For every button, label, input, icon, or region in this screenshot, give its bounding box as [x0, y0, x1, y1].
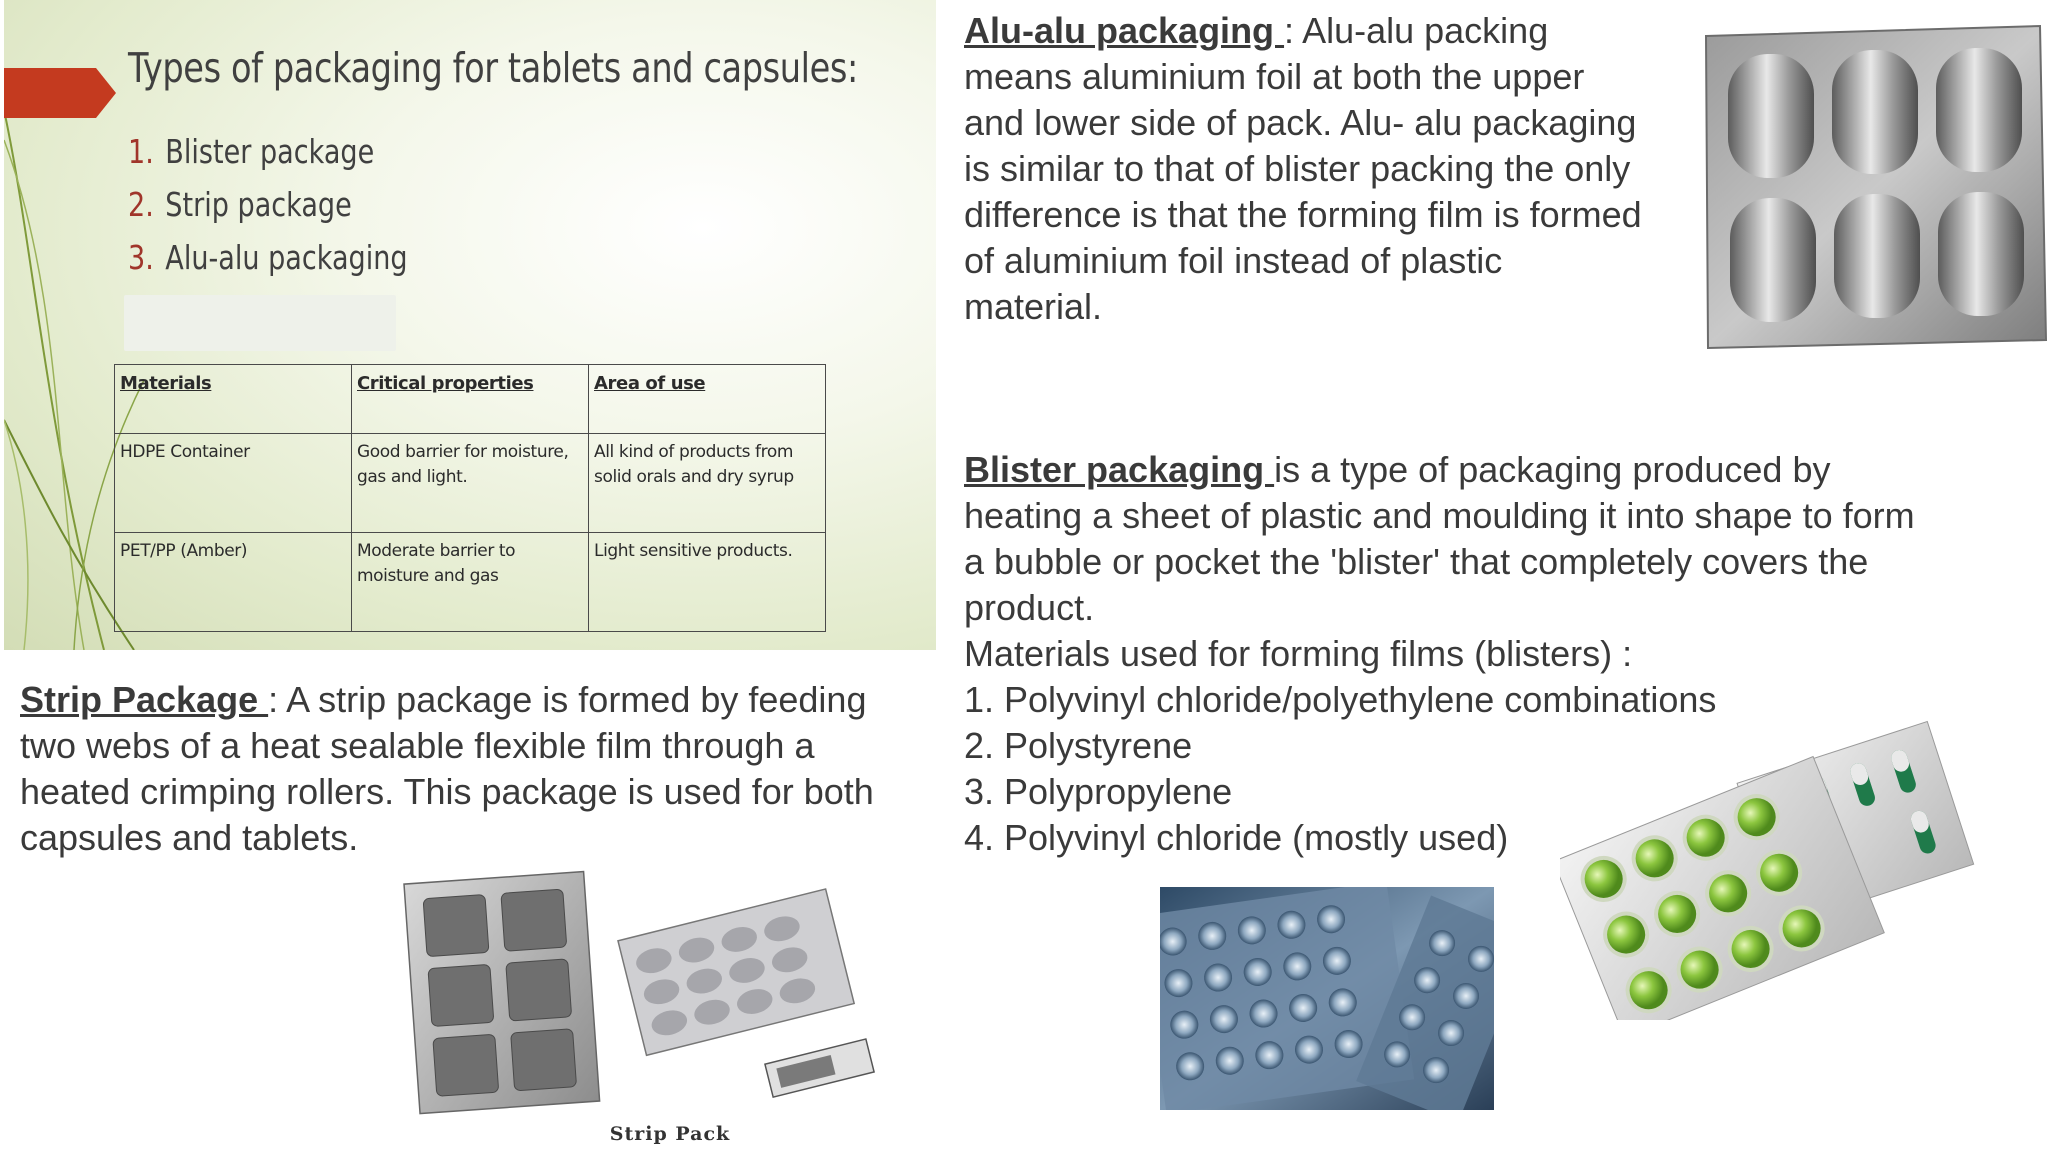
alu-line: means aluminium foil at both the upper — [964, 56, 1585, 97]
alu-line: and lower side of pack. Alu- alu packaging — [964, 102, 1637, 143]
strip-blister-card — [618, 889, 854, 1055]
slide-image — [4, 0, 936, 650]
slide-title: Types of packaging for tablets and capsules: — [128, 44, 858, 92]
materials-list-item: 4. Polyvinyl chloride (mostly used) — [964, 817, 1509, 858]
alu-line: difference is that the forming film is formed — [964, 194, 1642, 235]
slide-list-item-strip: 2. Strip package — [128, 185, 352, 224]
green-pills-blister-image — [1560, 718, 1998, 1020]
blister-sheets-image — [1160, 887, 1494, 1110]
table-header-cell: Materials — [115, 365, 352, 434]
table-cell: HDPE Container — [115, 434, 352, 533]
blister-line: a bubble or pocket the 'blister' that completely covers the — [964, 541, 1869, 582]
blister-line: Blister packaging is a type of packaging produced by — [964, 449, 1831, 490]
table-cell: Light sensitive products. — [589, 533, 826, 632]
materials-intro: Materials used for forming films (blisters) : — [964, 633, 1633, 674]
materials-list-item: 1. Polyvinyl chloride/polyethylene combinations — [964, 679, 1717, 720]
alu-line: material. — [964, 286, 1103, 327]
slide-blank-patch — [124, 295, 396, 351]
strip-line: two webs of a heat sealable flexible film through a — [20, 725, 815, 766]
table-header-row — [115, 365, 826, 434]
alu-alu-heading: Alu-alu packaging — [964, 10, 1285, 51]
strip-paragraph — [20, 677, 940, 861]
table-cell: All kind of products from solid orals and dry syrup — [589, 434, 826, 533]
slide-list-item-alu-alu: 3. Alu-alu packaging — [128, 238, 408, 277]
title-banner-arrow — [4, 68, 116, 118]
alu-line: Alu-alu packaging : Alu-alu packing — [964, 10, 1549, 51]
table-cell: PET/PP (Amber) — [115, 533, 352, 632]
materials-table — [114, 364, 826, 632]
alu-line: of aluminium foil instead of plastic — [964, 240, 1503, 281]
blister-heading: Blister packaging — [964, 449, 1275, 490]
blister-line: heating a sheet of plastic and moulding it into shape to form — [964, 495, 1915, 536]
table-cell: Good barrier for moisture, gas and light. — [352, 434, 589, 533]
strip-small-pack — [765, 1039, 874, 1097]
blister-line: product. — [964, 587, 1095, 628]
alu-alu-pack-image — [1700, 20, 2048, 350]
alu-alu-paragraph — [964, 8, 1704, 330]
strip-pack-image — [400, 855, 900, 1152]
table-header-cell: Area of use — [589, 365, 826, 434]
strip-foil-sheet — [404, 872, 600, 1114]
table-row — [115, 434, 826, 533]
strip-line: Strip Package : A strip package is formed by feeding — [20, 679, 867, 720]
strip-heading: Strip Package — [20, 679, 269, 720]
strip-line: heated crimping rollers. This package is used for both — [20, 771, 874, 812]
table-header-cell: Critical properties — [352, 365, 589, 434]
table-cell: Moderate barrier to moisture and gas — [352, 533, 589, 632]
materials-list-item: 2. Polystyrene — [964, 725, 1193, 766]
slide-list-item-blister: 1. Blister package — [128, 132, 375, 171]
materials-list-item: 3. Polypropylene — [964, 771, 1233, 812]
strip-line: capsules and tablets. — [20, 817, 359, 858]
strip-pack-caption: Strip Pack — [609, 1123, 731, 1145]
table-row — [115, 533, 826, 632]
alu-line: is similar to that of blister packing the only — [964, 148, 1631, 189]
